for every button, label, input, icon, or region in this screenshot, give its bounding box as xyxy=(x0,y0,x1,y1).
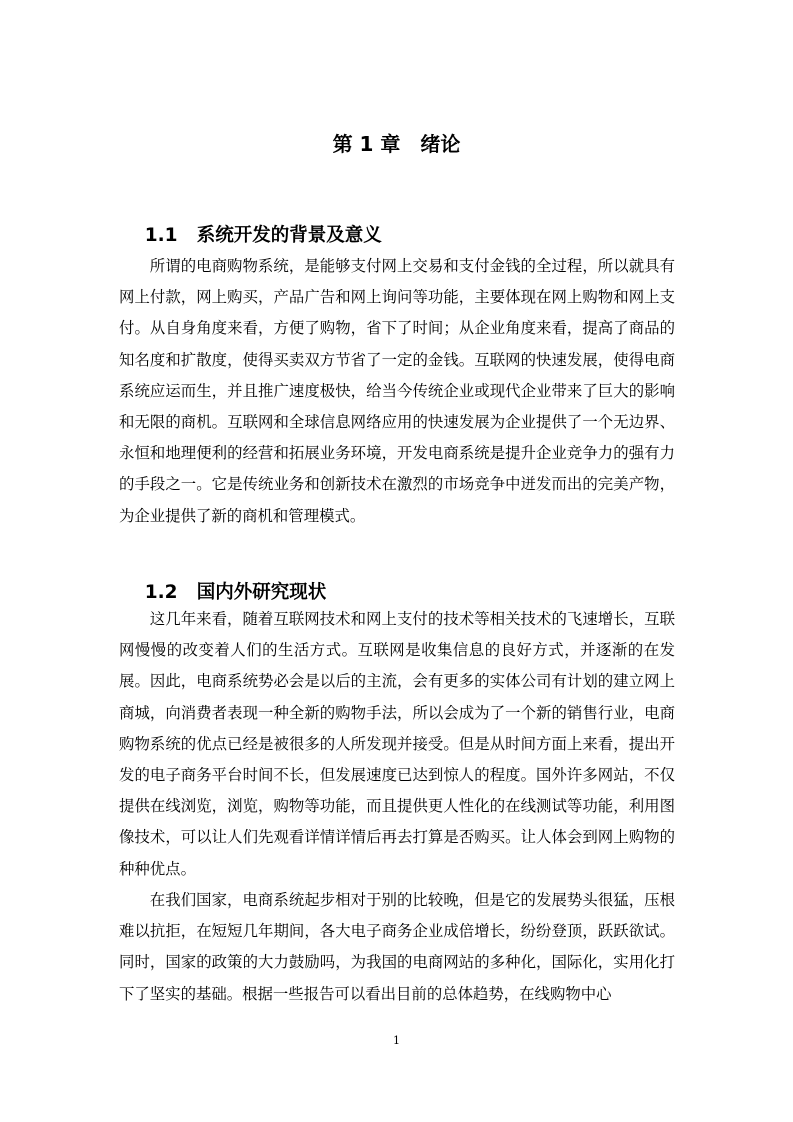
paragraph: 这几年来看，随着互联网技术和网上支付的技术等相关技术的飞速增长，互联网慢慢的改变着人们的生活方式。互联网是收集信息的良好方式，并逐渐的在发展。因此，电商系统势必会是以后的主流，会有更多的实体公司有计划的建立网上商城，向消费者表现一种全新的购物手法，所以会成为了一个新的销售行业，电商购物系统的优点已经是被很多的人所发现并接受。但是从时间方面上来看，提出开发的电子商务平台时间不长，但发展速度已达到惊人的程度。国外许多网站，不仅提供在线浏览，浏览，购物等功能，而且提供更人性化的在线测试等功能，利用图像技术，可以让人们先观看详情详情后再去打算是否购买。让人体会到网上购物的种种优点。 xyxy=(119,610,675,878)
section-number: 1.1 xyxy=(144,225,178,246)
section-number: 1.2 xyxy=(144,582,178,603)
paragraph: 所谓的电商购物系统，是能够支付网上交易和支付金钱的全过程，所以就具有网上付款，网上购买，产品广告和网上询问等功能，主要体现在网上购物和网上支付。从自身角度来看，方便了购物，省下了时间；从企业角度来看，提高了商品的知名度和扩散度，使得买卖双方节省了一定的金钱。互联网的快速发展，使得电商系统应运而生，并且推广速度极快，给当今传统企业或现代企业带来了巨大的影响和无限的商机。互联网和全球信息网络应用的快速发展为企业提供了一个无边界、永恒和地理便利的经营和拓展业务环境，开发电商系统是提升企业竞争力的强有力的手段之一。它是传统业务和创新技术在激烈的市场竞争中迸发而出的完美产物，为企业提供了新的商机和管理模式。 xyxy=(119,257,675,525)
page-number: 1 xyxy=(393,1034,400,1047)
section-title: 国内外研究现状 xyxy=(196,582,327,603)
section-title: 系统开发的背景及意义 xyxy=(196,225,382,246)
paragraph: 在我们国家，电商系统起步相对于别的比较晚，但是它的发展势头很猛，压根难以抗拒，在短短几年期间，各大电子商务企业成倍增长，纷纷登顶，跃跃欲试。同时，国家的政策的大力鼓励吗，为我国的电商网站的多种化，国际化，实用化打下了坚实的基础。根据一些报告可以看出目前的总体趋势，在线购物中心 xyxy=(119,891,675,1003)
chapter-title: 第 1 章 绪论 xyxy=(332,132,461,156)
